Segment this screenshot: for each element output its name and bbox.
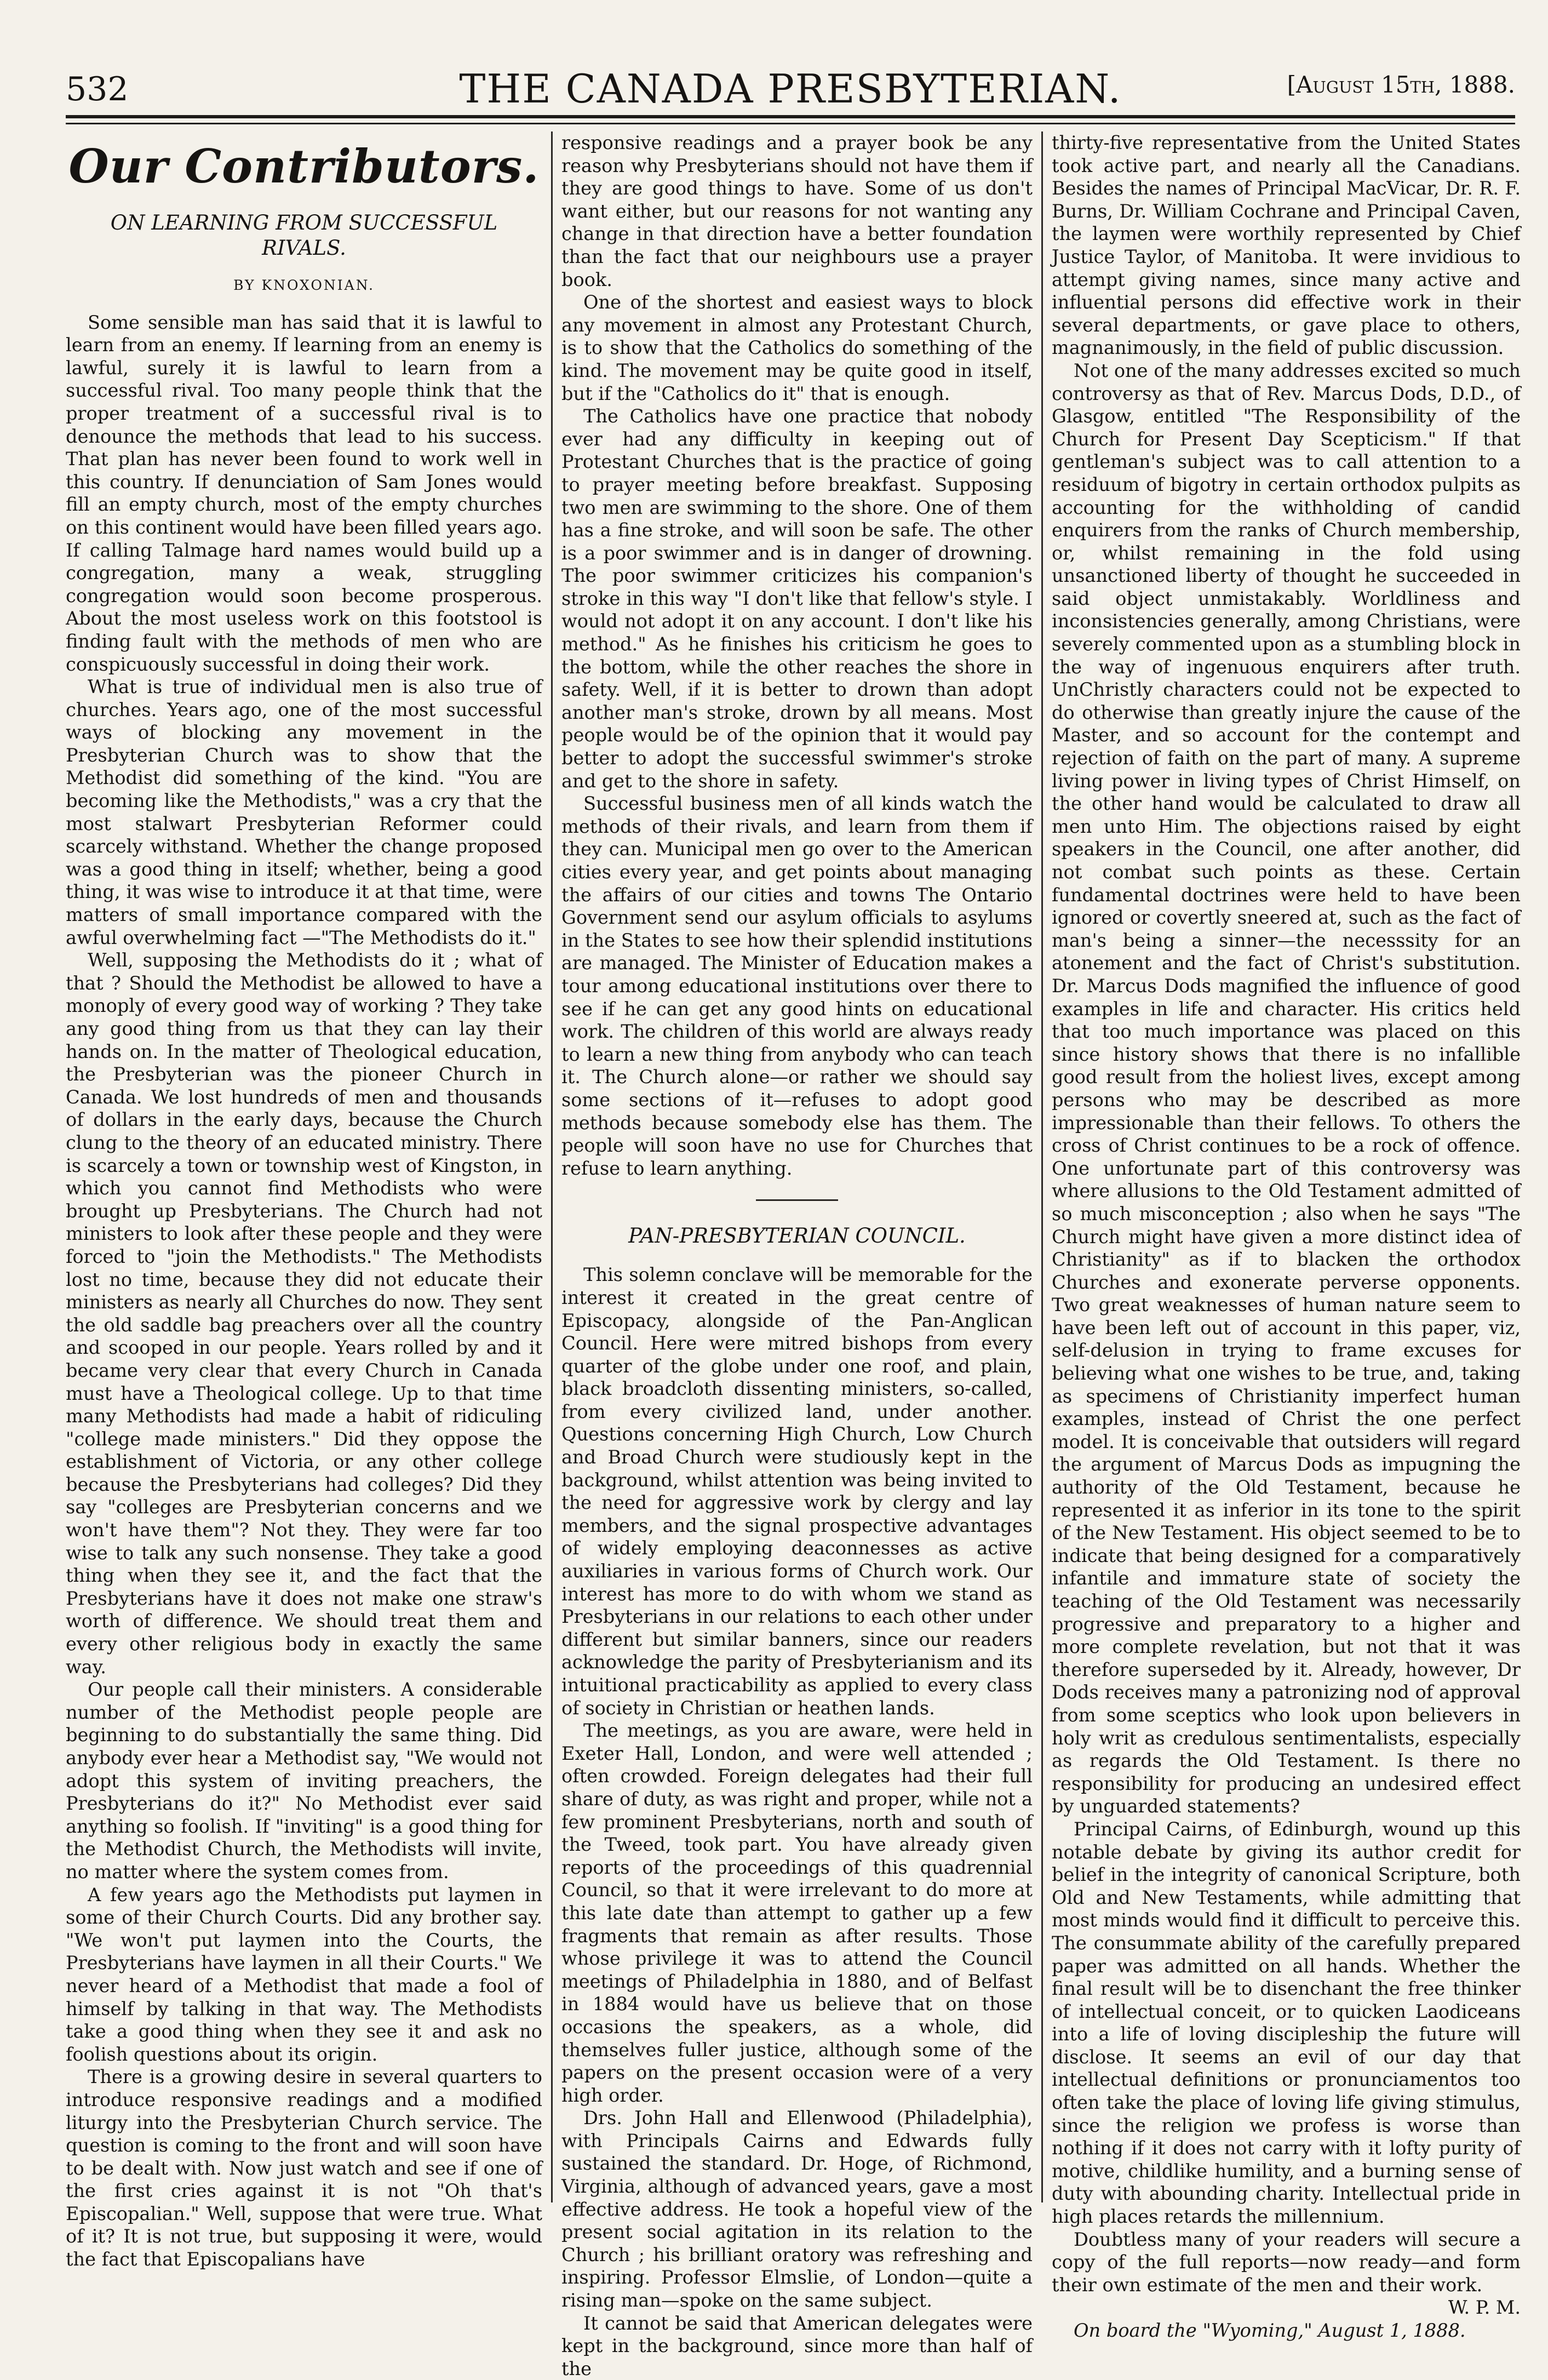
paragraph: There is a growing desire in several quarters to introduce responsive readings and a modified liturgy into the Presbyterian Church service. The question is coming to the front and will soon have to be dealt with. Now just watch and see if one of the first cries against it is not "Oh that's Episcopalian." Well, suppose that were true. What of it? It is not true, but supposing it were, would the fact that Episcopalians have bbox=[66, 2066, 542, 2270]
paragraph: Some sensible man has said that it is lawful to learn from an enemy. If learning from an enemy is lawful, surely it is lawful to learn from a successful rival. Too many people think that the proper treatment of a successful rival is to denounce the methods that lead to his success. That plan has never been found to work well in this country. If denunciation of Sam Jones would fill an empty church, most of the empty churches on this continent would have been filled years ago. If calling Talmage hard names would build up a congregation, many a weak, struggling congregation would soon become prosperous. About the most useless work on this footstool is finding fault with the methods of men who are conspicuously successful in doing their work. bbox=[66, 311, 542, 675]
article-title: PAN-PRESBYTERIAN COUNCIL. bbox=[628, 1224, 966, 1248]
page-header bbox=[66, 55, 1515, 115]
page-columns bbox=[66, 131, 1521, 2379]
column-2 bbox=[561, 131, 1033, 2379]
article-dateline: On board the "Wyoming," August 1, 1888. bbox=[1074, 2320, 1466, 2341]
issue-date: [August 15th, 1888. bbox=[1287, 71, 1515, 98]
header-rule bbox=[66, 115, 1515, 118]
column-divider bbox=[551, 131, 553, 2202]
paragraph: Successful business men of all kinds watch the methods of their rivals, and learn from them if they can. Municipal men go over to the American cities every year, and get points about managing the affairs of our cities and towns The Ontario Government send our asylum officials to asylums in the States to see how their splendid institutions are managed. The Minister of Education makes a tour among educational institutions over there to see if he can get any good hints on educational work. The children of this world are always ready to learn a new thing from anybody who can teach it. The Church alone—or rather we should say some sections of it—refuses to adopt good methods because somebody else has them. The people will soon have no use for Churches that refuse to learn anything. bbox=[561, 793, 1033, 1179]
paragraph: The meetings, as you are aware, were held in Exeter Hall, London, and were well attended ; often crowded. Foreign delegates had their full share of duty, as was right and proper, while not a few prominent Presbyterians, north and south of the Tweed, took part. You have already given reports of the proceedings of this quadrennial Council, so that it were irrelevant to do more at this late date than attempt to gather up a few fragments that remain as after results. Those whose privilege it was to attend the Council meetings of Philadelphia in 1880, and of Belfast in 1884 would have us believe that on those occasions the speakers, as a whole, did themselves fuller justice, although some of the papers on the present occasion were of a very high order. bbox=[561, 1720, 1033, 2106]
paragraph: Drs. John Hall and Ellenwood (Philadelphia), with Principals Cairns and Edwards fully sustained the standard. Dr. Hoge, of Richmond, Virginia, although of advanced years, gave a most effective address. He took a hopeful view of the present social agitation in its relation to the Church ; his brilliant oratory was refreshing and inspiring. Professor Elmslie, of London—quite a rising man—spoke on the same subject. bbox=[561, 2107, 1033, 2312]
column-3 bbox=[1052, 131, 1521, 2341]
paragraph: Not one of the many addresses excited so much controversy as that of Rev. Marcus Dods, D.D., of Glasgow, entitled "The Responsibility of the Church for Present Day Scepticism." If that gentleman's subject was to call attention to a residuum of bigotry in certain orthodox pulpits as accounting for the withholding of candid enquirers from the ranks of Church membership, or, whilst remaining in the fold using unsanctioned liberty of thought he succeeded in said object unmistakably. Worldliness and inconsistencies generally, among Christians, were severely commented upon as a stumbling block in the way of ingenuous enquirers after truth. UnChristly characters could not be expected to do otherwise than greatly injure the cause of the Master, and so account for the contempt and rejection of faith on the part of many. A supreme living power in living types of Christ Himself, on the other hand would be calculated to draw all men unto Him. The objections raised by eight speakers in the Council, one after another, did not combat such points as these. Certain fundamental doctrines were held to have been ignored or covertly sneered at, such as the fact of man's being a sinner—the necesssity for an atonement and the fact of Christ's substitution. Dr. Marcus Dods magnified the influence of good examples in life and character. His critics held that too much importance was placed on this since history shows that there is no infallible good result from the holiest lives, except among persons who may be described as more impressionable than their fellows. To others the cross of Christ continues to be a rock of offence. One unfortunate part of this controversy was where allusions to the Old Testament admitted of so much misconception ; also when he says "The Church might have given a more distinct idea of Christianity" as if to blacken the orthodox Churches and exonerate perverse opponents. Two great weaknesses of human nature seem to have been left out of account in this paper, viz, self-delusion in trying to frame excuses for believing what one wishes to be true, and, taking as specimens of Christianity imperfect human examples, instead of Christ the one perfect model. It is conceivable that outsiders will regard the argument of Marcus Dods as impugning the authority of the Old Testament, because he represented it as inferior in its tone to the spirit of the New Testament. His object seemed to be to indicate that being designed for a comparatively infantile and immature state of society the teaching of the Old Testament was necessarily progressive and preparatory to a higher and more complete revelation, but not that it was therefore superseded by it. Already, however, Dr Dods receives many a patronizing nod of approval from some sceptics who look upon believers in holy writ as credulous sentimentalists, especially as regards the Old Testament. Is there no responsibility for producing an undesired effect by unguarded statements? bbox=[1052, 359, 1521, 1817]
page-number: 532 bbox=[66, 70, 129, 108]
column-1 bbox=[66, 131, 542, 2270]
paragraph: It cannot be said that American delegates were kept in the background, since more than half of the bbox=[561, 2312, 1033, 2379]
column-divider bbox=[1041, 131, 1043, 2202]
paragraph: A few years ago the Methodists put laymen in some of their Church Courts. Did any brother say. "We won't put laymen into the Courts, the Presbyterians have laymen in all their Courts." We never heard of a Methodist that made a fool of himself by talking in that way. The Methodists take a good thing when they see it and ask no foolish questions about its origin. bbox=[66, 1884, 542, 2065]
article-byline: BY KNOXONIAN. bbox=[233, 277, 375, 293]
newspaper-title: THE CANADA PRESBYTERIAN. bbox=[459, 66, 1122, 112]
article-separator bbox=[756, 1199, 838, 1201]
paragraph: This solemn conclave will be memorable for the interest it created in the great centre of Episcopacy, alongside of the Pan-Anglican Council. Here were mitred bishops from every quarter of the globe under one roof, and plain, black broadcloth dissenting ministers, so-called, from every civilized land, under another. Questions concerning High Church, Low Church and Broad Church were studiously kept in the background, whilst attention was being invited to the need for aggressive work by clergy and lay members, and the signal prospective advantages of widely employing deaconnesses as active auxiliaries in various forms of Church work. Our interest has more to do with whom we stand as Presbyterians in our relations to each other under different but similar banners, since our readers acknowledge the parity of Presbyterianism and its intuitional practicability as applied to every class of society in Christian or heathen lands. bbox=[561, 1264, 1033, 1719]
paragraph: thirty-five representative from the United States took active part, and nearly all the Canadians. Besides the names of Principal MacVicar, Dr. R. F. Burns, Dr. William Cochrane and Principal Caven, the laymen were worthily represented by Chief Justice Taylor, of Manitoba. It were invidious to attempt giving names, since many active and influential persons did effective work in their several departments, or gave place to others, magnanimously, in the field of public discussion. bbox=[1052, 132, 1521, 359]
paragraph: Well, supposing the Methodists do it ; what of that ? Should the Methodist be allowed to have a monoply of every good way of working ? They take any good thing from us that they can lay their hands on. In the matter of Theological education, the Presbyterian was the pioneer Church in Canada. We lost hundreds of men and thousands of dollars in the early days, because the Church clung to the theory of an educated ministry. There is scarcely a town or township west of Kingston, in which you cannot find Methodists who were brought up Presbyterians. The Church had not ministers to look after these people and they were forced to "join the Methodists." The Methodists lost no time, because they did not educate their ministers as nearly all Churches do now. They sent the old saddle bag preachers over all the country and scooped in our people. Years rolled by and it became very clear that every Church in Canada must have a Theological college. Up to that time many Methodists had made a habit of ridiculing "college made ministers." Did they oppose the establishment of Victoria, or any other college because the Presbyterians had colleges? Did they say "colleges are Presbyterian concerns and we won't have them"? Not they. They were far too wise to talk any such nonsense. They take a good thing when they see it, and the fact that the Presbyterians have it does not make one straw's worth of difference. We should treat them and every other religious body in exactly the same way. bbox=[66, 949, 542, 1678]
paragraph: What is true of individual men is also true of churches. Years ago, one of the most successful ways of blocking any movement in the Presbyterian Church was to show that the Methodist did something of the kind. "You are becoming like the Methodists," was a cry that the most stalwart Presbyterian Reformer could scarcely withstand. Whether the change proposed was a good thing in itself; whether, being a good thing, it was wise to introduce it at that time, were matters of small importance compared with the awful overwhelming fact —"The Methodists do it." bbox=[66, 676, 542, 948]
header-rule-thin bbox=[66, 123, 1515, 124]
paragraph: Our people call their ministers. A considerable number of the Methodist people people are beginning to do substantially the same thing. Did anybody ever hear a Methodist say, "We would not adopt this system of inviting preachers, the Presbyterians do it?" No Methodist ever said anything so foolish. If "inviting" is a good thing for the Methodist Church, the Methodists will invite, no matter where the system comes from. bbox=[66, 1679, 542, 1883]
article-signature: W. P. M. bbox=[1448, 2297, 1521, 2319]
section-heading: Our Contributors. bbox=[68, 139, 540, 193]
paragraph: One of the shortest and easiest ways to block any movement in almost any Protestant Church, is to show that the Catholics do something of the kind. The movement may be quite good in itself, but if the "Catholics do it" that is enough. bbox=[561, 291, 1033, 404]
article-title: ON LEARNING FROM SUCCESSFUL RIVALS. bbox=[110, 211, 498, 260]
paragraph: Doubtless many of your readers will secure a copy of the full reports—now ready—and form their own estimate of the men and their work. bbox=[1052, 2228, 1521, 2296]
paragraph: responsive readings and a prayer book be any reason why Presbyterians should not have them if they are good things to have. Some of us don't want either, but our reasons for not wanting any change in that direction have a better foundation than the fact that our neighbours use a prayer book. bbox=[561, 132, 1033, 290]
paragraph: The Catholics have one practice that nobody ever had any difficulty in keeping out of Protestant Churches that is the practice of going to prayer meeting before breakfast. Supposing two men are swimming to the shore. One of them has a fine stroke, and will soon be safe. The other is a poor swimmer and is in danger of drowning. The poor swimmer criticizes his companion's stroke in this way "I don't like that fellow's style. I would not adopt it on any account. I don't like his method." As he finishes his criticism he goes to the bottom, while the other reaches the shore in safety. Well, if it is better to drown than adopt another man's stroke, drown by all means. Most people would be of the opinion that it would pay better to adopt the successful swimmer's stroke and get to the shore in safety. bbox=[561, 405, 1033, 792]
paragraph: Principal Cairns, of Edinburgh, wound up this notable debate by giving its author credit for belief in the integrity of canonical Scripture, both Old and New Testaments, while admitting that most minds would find it difficult to perceive this. The consummate ability of the carefully prepared paper was admitted on all hands. Whether the final result will be to disenchant the free thinker of intellectual conceit, or to quicken Laodiceans into a life of loving discipleship the future will disclose. It seems an evil of our day that intellectual definitions or pronunciamentos too often take the place of loving life giving stimulus, since the religion we profess is worse than nothing if it does not carry with it lofty purity of motive, childlike humility, and a burning sense of duty with abounding charity. Intellectual pride in high places retards the millennium. bbox=[1052, 1818, 1521, 2228]
